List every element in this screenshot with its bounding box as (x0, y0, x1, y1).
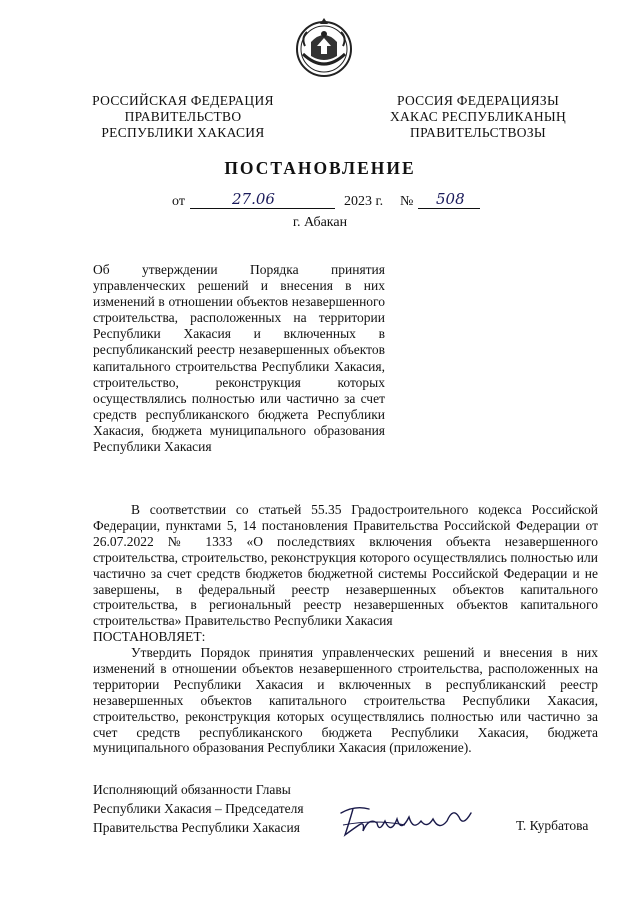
signatory-name: Т. Курбатова (516, 818, 589, 833)
number-sign: № (400, 194, 414, 209)
header-right-line: РОССИЯ ФЕДЕРАЦИЯЗЫ (396, 93, 560, 108)
dateline (172, 190, 492, 212)
date-value: 27.06 (232, 190, 275, 208)
date-prefix: от (172, 194, 185, 209)
handwritten-signature (335, 795, 480, 843)
coat-of-arms-icon (293, 16, 355, 78)
signatory-position (93, 780, 304, 837)
header-left-block (88, 93, 278, 141)
document-title: ПОСТАНОВЛЕНИЕ (224, 158, 416, 178)
subject-block: Об утверждении Порядка принятия управленческих решений и внесения в них изменений в отношении объектов незавершенного строительства, расположенных на территории Республики Хакасия и включенных в республиканский реестр незавершенных объектов капитального строительства Республики Хакасия, строительство, реконструкция которых осуществлялись полностью или частично за счет средств республиканского бюджета Республики Хакасия, бюджета муниципального образования Республики Хакасия (93, 262, 385, 455)
header-left-line: РОССИЙСКАЯ ФЕДЕРАЦИЯ (92, 93, 274, 108)
header-right-line: ХАКАС РЕСПУБЛИКАНЫҢ (389, 109, 567, 124)
decree-word: ПОСТАНОВЛЯЕТ: (93, 629, 206, 645)
header-right-line: ПРАВИТЕЛЬСТВОЗЫ (410, 125, 546, 140)
header-left-line: ПРАВИТЕЛЬСТВО (124, 109, 242, 124)
preamble-paragraph (93, 502, 598, 645)
resolution-paragraph: Утвердить Порядок принятия управленческих решений и внесения в них изменений в отношении объектов незавершенного строительства, расположенных на территории Республики Хакасия и включенных в республиканский реестр незавершенных объектов капитального строительства Республики Хакасия, строительство, реконструкция которых осуществлялись полностью или частично за счет средств республиканского бюджета Республики Хакасия, бюджета муниципального образования Республики Хакасия (приложение). (93, 645, 598, 756)
number-value: 508 (436, 190, 465, 208)
header-left-line: РЕСПУБЛИКИ ХАКАСИЯ (101, 125, 265, 140)
position-line: Республики Хакасия – Председателя (93, 801, 304, 816)
preamble-text: В соответствии со статьей 55.35 Градостроительного кодекса Российской Федерации, пунктами 5, 14 постановления Правительства Российской Федерации от 26.07.2022 № 1333 «О последствиях включения объекта незавершенного строительства, строительство, реконструкция которого осуществлялись полностью или частично за счет средств бюджетов бюджетной системы Российской Федерации и не завершены, в федеральный реестр незавершенных объектов капитального строительства, в региональный реестр незавершенных объектов капитального строительства» Правительство Республики Хакасия (93, 502, 598, 629)
city-label: г. Абакан (292, 215, 348, 230)
header-right-block (378, 93, 578, 141)
year-label: 2023 г. (344, 194, 384, 209)
position-line: Правительства Республики Хакасия (93, 820, 300, 835)
position-line: Исполняющий обязанности Главы (93, 782, 291, 797)
